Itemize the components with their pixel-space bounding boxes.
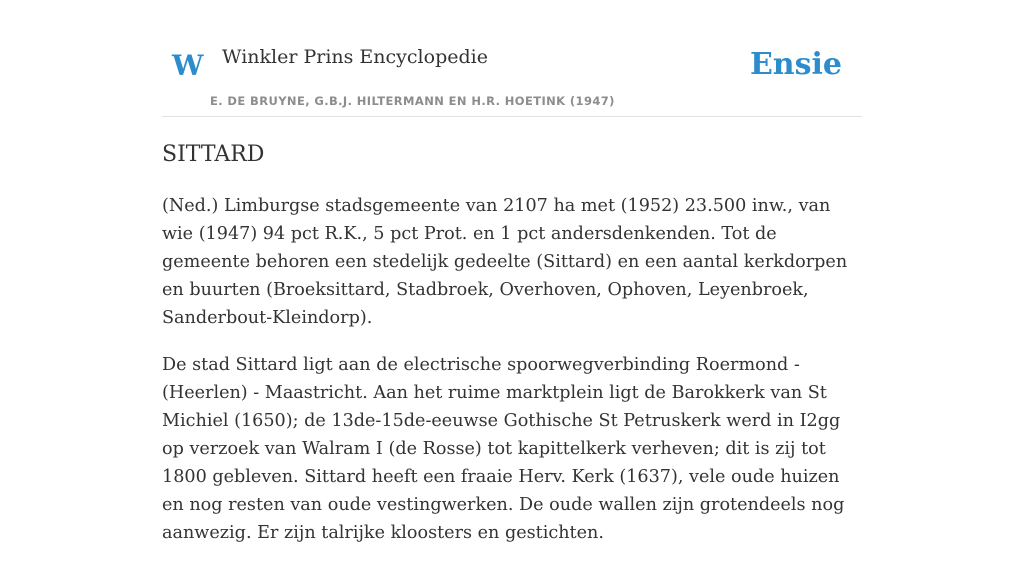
site-header xyxy=(162,38,862,117)
work-title-link[interactable]: Winkler Prins Encyclopedie xyxy=(222,46,488,68)
entry-body xyxy=(162,192,862,566)
entry-title: SITTARD xyxy=(162,142,265,167)
authors-line: E. DE BRUYNE, G.B.J. HILTERMANN EN H.R. HOETINK (1947) xyxy=(210,94,615,108)
ensie-logo-link[interactable]: Ensie xyxy=(749,47,842,82)
winkler-prins-logo[interactable]: W xyxy=(172,49,204,82)
entry-paragraph: (Ned.) Limburgse stadsgemeente van 2107 ha met (1952) 23.500 inw., van wie (1947) 94 pct R.K., 5 pct Prot. en 1 pct andersdenkenden. Tot de gemeente behoren een stedelijk gedeelte (Sittard) en een aantal kerkdorpen en buurten (Broeksittard, Stadbroek, Overhoven, Ophoven, Leyenbroek, Sanderbout-Kleindorp). xyxy=(162,196,848,328)
entry-paragraph: De stad Sittard ligt aan de electrische spoorwegverbinding Roermond - (Heerlen) - Maastricht. Aan het ruime marktplein ligt de Barokkerk van St Michiel (1650); de 13de-15de-eeuwse Gothische St Petruskerk werd in I2gg op verzoek van Walram I (de Rosse) tot kapittelkerk verheven; dit is zij tot 1800 gebleven. Sittard heeft een fraaie Herv. Kerk (1637), vele oude huizen en nog resten van oude vestingwerken. De oude wallen zijn grotendeels nog aanwezig. Er zijn talrijke kloosters en gestichten. xyxy=(162,355,845,543)
encyclopedia-page xyxy=(162,0,862,543)
